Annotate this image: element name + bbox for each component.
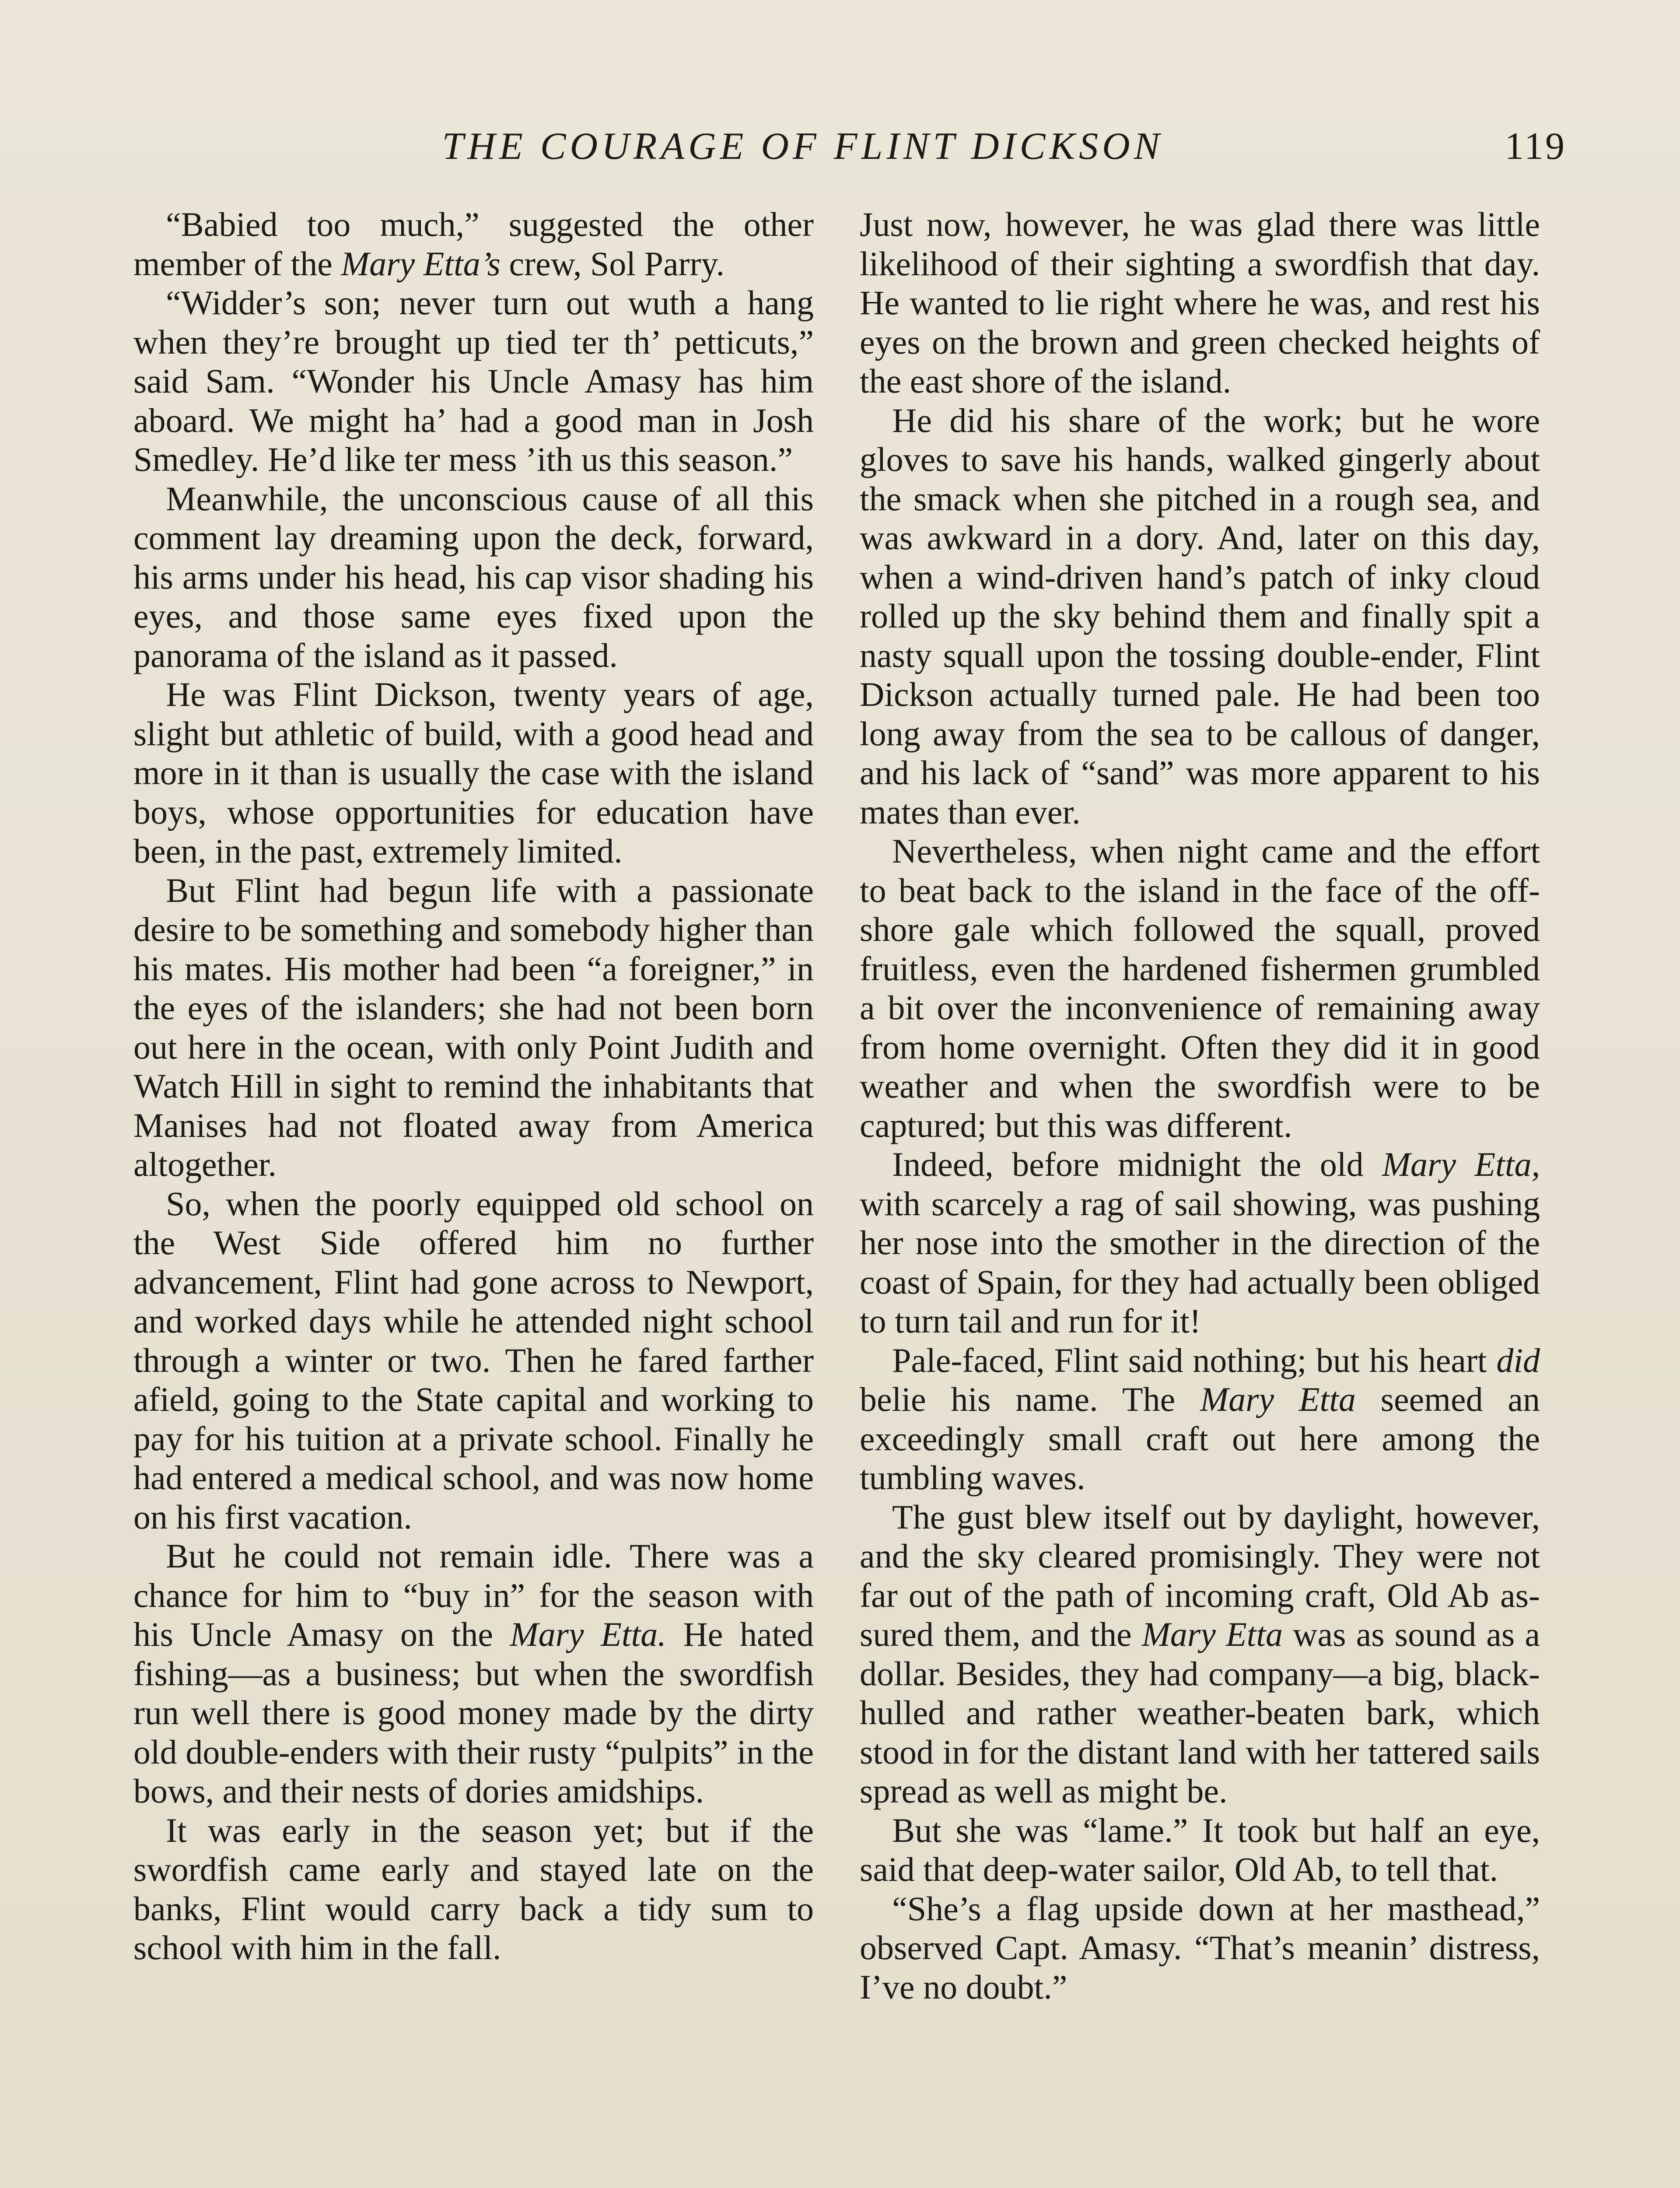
italic-text: Mary Etta (1200, 1380, 1356, 1418)
paragraph (133, 871, 814, 1184)
paragraph (860, 831, 1540, 1145)
paragraph (860, 1889, 1540, 2007)
paragraph (860, 401, 1540, 832)
text-run: Nevertheless, when night came and the effort to beat back to the island in the face of the off-shore gale which followed the squall, proved fruitless, even the hardened fishermen grumbled a bit over the inconvenience of remaining away from home overnight. Often they did it in good weather and when the swordfish were to be captured; but this was different. (860, 832, 1540, 1144)
text-run: seemed an exceedingly small craft out here among the tumbling waves. (860, 1380, 1540, 1497)
text-run: “Babied too much,” suggested the other member of the (133, 205, 814, 283)
text-run: The gust blew itself out by daylight, however, and the sky cleared promisingly. They were not far out of the path of incoming craft, Old Ab assured them, and the (860, 1497, 1540, 1653)
text-run: “Widder’s son; never turn out wuth a hang when they’re brought up tied ter th’ petticuts,” said Sam. “Wonder his Uncle Amasy has him aboard. We might ha’ had a good man in Josh Smedley. He’d like ter mess ’ith us this season.” (133, 284, 814, 478)
italic-text: Mary Etta. (510, 1615, 666, 1653)
italic-text: Mary Etta (1141, 1615, 1283, 1653)
text-run: “She’s a flag upside down at her masthead,” observed Capt. Amasy. “That’s meanin’ distress, I’ve no doubt.” (860, 1889, 1540, 2006)
text-run: belie his name. The (860, 1380, 1200, 1418)
paragraph (133, 1536, 814, 1811)
text-run: He was Flint Dickson, twenty years of age, slight but athletic of build, with a good head and more in it than is usually the case with the island boys, whose opportunities for education have been, in the past, extremely limited. (133, 675, 814, 870)
text-run: So, when the poorly equipped old school on the West Side offered him no further advancement, Flint had gone across to Newport, and worked days while he attended night school through a winter or two. Then he fared farther afield, going to the State capital and working to pay for his tuition at a private school. Finally he had entered a medical school, and was now home on his first vacation. (133, 1184, 814, 1536)
right-text-column (860, 205, 1540, 2006)
running-title: THE COURAGE OF FLINT DICKSON (442, 125, 1164, 168)
text-run: with scarcely a rag of sail showing, was pushing her nose into the smother in the direction of the coast of Spain, for they had actually been obliged to turn tail and run for it! (860, 1184, 1540, 1340)
paragraph (860, 1497, 1540, 1811)
left-text-column (133, 205, 814, 1967)
italic-text: Mary Etta’s (341, 244, 501, 283)
text-run: Meanwhile, the unconscious cause of all this comment lay dreaming upon the deck, forward, his arms under his head, his cap visor shading his eyes, and those same eyes fixed upon the panorama of the island as it passed. (133, 479, 814, 674)
paragraph (133, 675, 814, 871)
paragraph (133, 205, 814, 283)
text-run: Indeed, before midnight the old (892, 1145, 1382, 1183)
paragraph (133, 479, 814, 675)
text-run: crew, Sol Parry. (500, 244, 724, 283)
paragraph (860, 1341, 1540, 1497)
text-run: He hated fishing—as a business; but when the swordfish run well there is good money made by the dirty old double-enders with their rusty “pulpits” in the bows, and their nests of dories amidships. (133, 1615, 814, 1810)
text-run: Pale-faced, Flint said nothing; but his heart (892, 1341, 1497, 1379)
text-run: But he could not remain idle. There was a chance for him to “buy in” for the season with his Uncle Amasy on the (133, 1537, 814, 1653)
paragraph (133, 283, 814, 479)
paragraph (860, 1145, 1540, 1341)
running-head (131, 118, 1566, 175)
text-run: Just now, however, he was glad there was little likelihood of their sighting a swordfish that day. He wanted to lie right where he was, and rest his eyes on the brown and green checked heights of the east shore of the island. (860, 205, 1540, 400)
paragraph (133, 1811, 814, 1967)
text-run: But Flint had begun life with a passionate desire to be something and somebody higher than his mates. His mother had been “a foreigner,” in the eyes of the islanders; she had not been born out here in the ocean, with only Point Judith and Watch Hill in sight to remind the inhabitants that Manises had not floated away from America altogether. (133, 871, 814, 1183)
text-run: was as sound as a dollar. Besides, they had company—a big, black-hulled and rather weather-beaten bark, which stood in for the distant land with her tattered sails spread as well as might be. (860, 1615, 1540, 1810)
page-number: 119 (1505, 125, 1566, 168)
text-run: But she was “lame.” It took but half an eye, said that deep-water sailor, Old Ab, to tell that. (860, 1811, 1540, 1888)
text-run: He did his share of the work; but he wore gloves to save his hands, walked gingerly about the smack when she pitched in a rough sea, and was awkward in a dory. And, later on this day, when a wind-driven hand’s patch of inky cloud rolled up the sky behind them and finally spit a nasty squall upon the tossing double-ender, Flint Dickson actually turned pale. He had been too long away from the sea to be callous of danger, and his lack of “sand” was more apparent to his mates than ever. (860, 401, 1540, 831)
paragraph (860, 1811, 1540, 1889)
paragraph (860, 205, 1540, 401)
text-run: It was early in the season yet; but if the swordfish came early and stayed late on the banks, Flint would carry back a tidy sum to school with him in the fall. (133, 1811, 814, 1967)
italic-text: did (1496, 1341, 1540, 1379)
italic-text: Mary Etta, (1382, 1145, 1540, 1183)
paragraph (133, 1184, 814, 1537)
